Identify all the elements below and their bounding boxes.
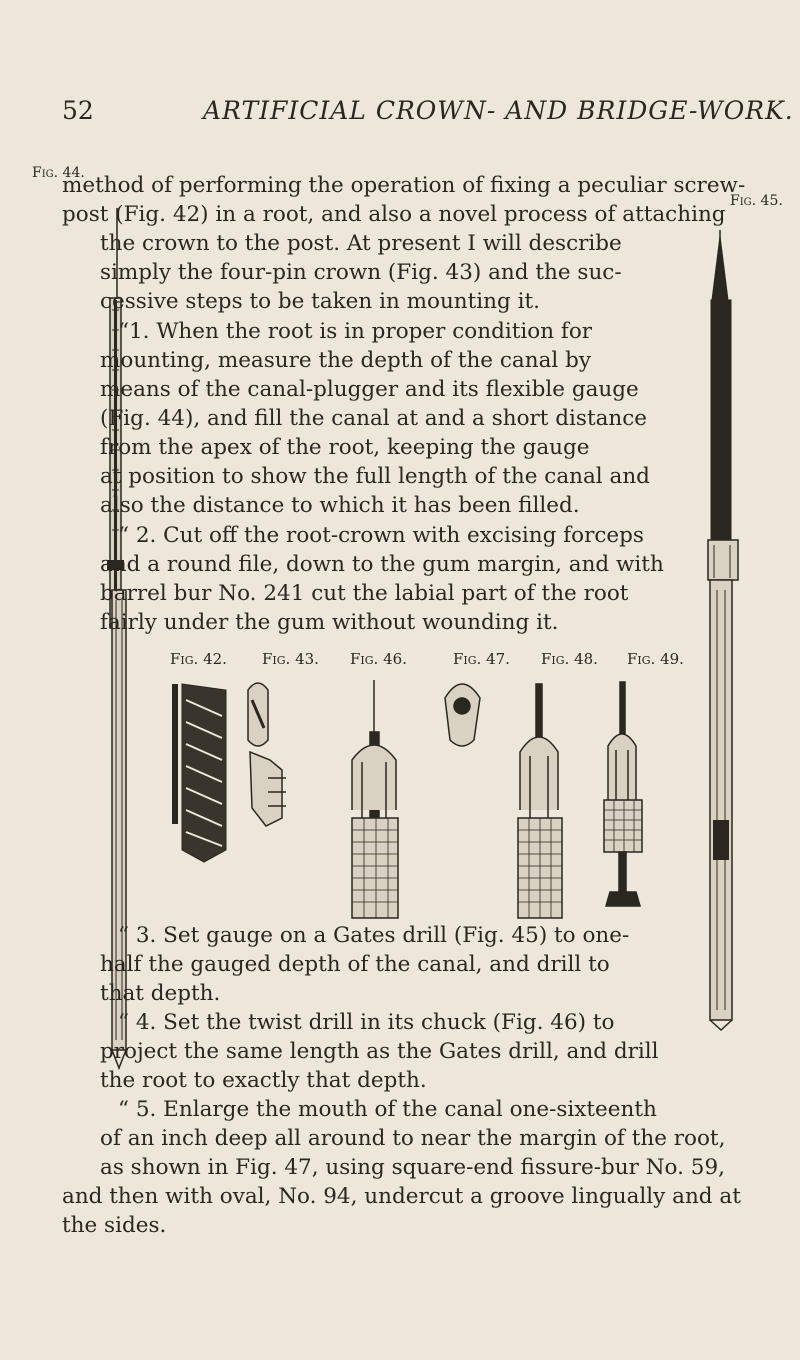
text-line: the crown to the post. At present I will describe [100, 231, 622, 256]
fig-42-screw-post [172, 684, 226, 862]
text-line: simply the four-pin crown (Fig. 43) and the suc- [100, 260, 622, 285]
figure-caption: Fig. 42. [170, 650, 227, 668]
text-line: half the gauged depth of the canal, and drill to [100, 952, 610, 977]
text-line: as shown in Fig. 47, using square-end fissure-bur No. 59, [100, 1155, 725, 1180]
figure-caption: Fig. 48. [541, 650, 598, 668]
text-line: also the distance to which it has been filled. [100, 493, 580, 518]
text-line: of an inch deep all around to near the margin of the root, [100, 1126, 726, 1151]
text-line: (Fig. 44), and fill the canal at and a short distance [100, 406, 648, 431]
figure-caption: Fig. 47. [453, 650, 510, 668]
text-line: post (Fig. 42) in a root, and also a novel process of attaching [62, 202, 726, 227]
text-line: the root to exactly that depth. [100, 1068, 427, 1093]
page-number: 52 [62, 96, 94, 125]
text-line: “1. When the root is in proper condition for [118, 319, 593, 344]
text-line: and a round file, down to the gum margin, and with [100, 552, 664, 577]
text-line: “ 3. Set gauge on a Gates drill (Fig. 45) to one- [118, 923, 630, 948]
text-line: at position to show the full length of the canal and [100, 464, 650, 489]
text-line: cessive steps to be taken in mounting it. [100, 289, 540, 314]
text-line: “ 4. Set the twist drill in its chuck (Fig. 46) to [118, 1010, 615, 1035]
fig-43-four-pin-crown [248, 683, 286, 826]
text-line: fairly under the gum without wounding it. [100, 610, 559, 635]
fig-47-prepared-root [445, 684, 480, 746]
text-line: mounting, measure the depth of the canal by [100, 348, 592, 373]
fig-44-label: Fig. 44. [32, 165, 85, 181]
fig-48-chuck [518, 684, 562, 918]
fig-49-knurled-drill [604, 682, 642, 906]
text-line: from the apex of the root, keeping the gauge [100, 435, 590, 460]
text-line: means of the canal-plugger and its flexible gauge [100, 377, 639, 402]
text-line: method of performing the operation of fixing a peculiar screw- [62, 173, 746, 198]
figure-caption: Fig. 46. [350, 650, 407, 668]
text-line: the sides. [62, 1213, 167, 1238]
text-line: that depth. [100, 981, 221, 1006]
running-title: ARTIFICIAL CROWN- AND BRIDGE-WORK. [203, 96, 794, 125]
text-line: and then with oval, No. 94, undercut a groove lingually and at [62, 1184, 741, 1209]
text-line: “ 2. Cut off the root-crown with excising forceps [118, 523, 644, 548]
text-line: barrel bur No. 241 cut the labial part of the root [100, 581, 629, 606]
text-line: project the same length as the Gates drill, and drill [100, 1039, 659, 1064]
figure-caption: Fig. 49. [627, 650, 684, 668]
fig-46-twist-drill-chuck [352, 680, 398, 918]
fig-45-label: Fig. 45. [730, 193, 783, 209]
text-line: “ 5. Enlarge the mouth of the canal one-sixteenth [118, 1097, 657, 1122]
figure-caption: Fig. 43. [262, 650, 319, 668]
